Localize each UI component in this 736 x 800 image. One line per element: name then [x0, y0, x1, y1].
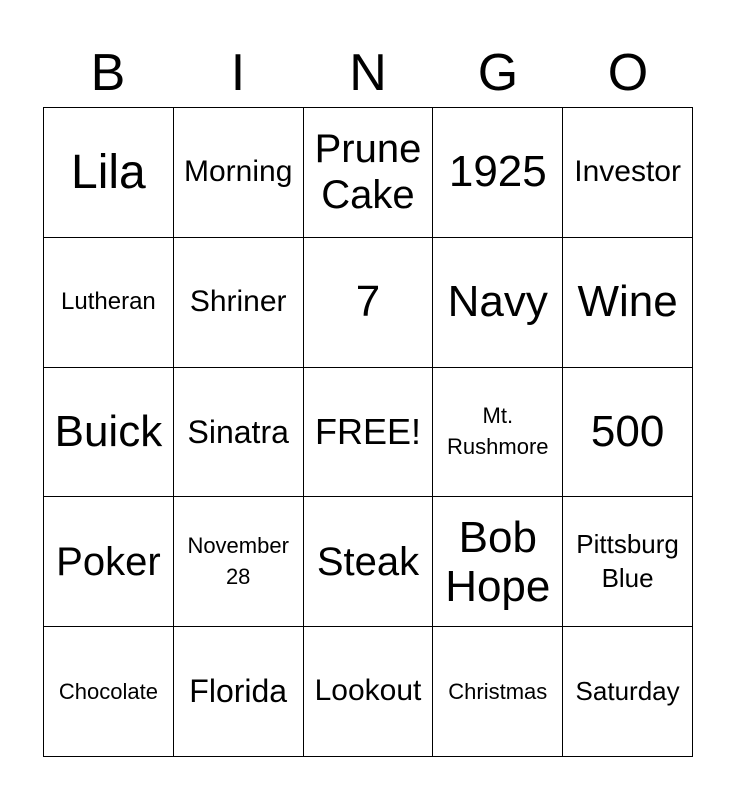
bingo-cell[interactable]: [563, 108, 693, 238]
bingo-cell[interactable]: [44, 627, 174, 757]
bingo-cell[interactable]: [44, 238, 174, 368]
bingo-cell[interactable]: [304, 497, 434, 627]
bingo-cell[interactable]: [563, 368, 693, 498]
bingo-cell[interactable]: [44, 368, 174, 498]
bingo-cell[interactable]: [433, 108, 563, 238]
bingo-cell[interactable]: [304, 108, 434, 238]
bingo-cell[interactable]: [44, 497, 174, 627]
header-letter-i: I: [230, 44, 246, 102]
cell-text: Florida: [189, 673, 288, 710]
cell-text: Lookout: [314, 674, 422, 708]
cell-text: Shriner: [189, 284, 287, 318]
bingo-cell[interactable]: [174, 108, 304, 238]
cell-text: Buick: [54, 406, 163, 456]
bingo-cell[interactable]: [174, 238, 304, 368]
cell-text: Investor: [574, 155, 681, 189]
bingo-cell[interactable]: [304, 627, 434, 757]
bingo-cell[interactable]: [433, 627, 563, 757]
header-letter-g: G: [477, 44, 519, 102]
bingo-cell[interactable]: [44, 108, 174, 238]
cell-text: Lila: [71, 145, 146, 199]
cell-text: Navy: [447, 276, 548, 326]
cell-text: Pittsburg Blue: [576, 528, 679, 593]
bingo-cell[interactable]: [563, 497, 693, 627]
bingo-card-grid: [43, 107, 693, 757]
cell-text: 1925: [448, 147, 547, 197]
cell-text: 7: [355, 276, 381, 326]
cell-text: Lutheran: [61, 288, 156, 316]
bingo-cell[interactable]: [433, 238, 563, 368]
cell-text: Wine: [577, 276, 678, 326]
bingo-cell[interactable]: [433, 368, 563, 498]
bingo-cell[interactable]: [563, 627, 693, 757]
cell-text: Bob Hope: [445, 512, 551, 611]
cell-text: Mt. Rushmore: [447, 403, 549, 459]
bingo-cell[interactable]: [433, 497, 563, 627]
bingo-cell[interactable]: [174, 627, 304, 757]
header-letter-n: N: [349, 44, 387, 102]
bingo-cell[interactable]: [563, 238, 693, 368]
cell-text: Sinatra: [187, 413, 289, 450]
header-letter-o: O: [607, 44, 649, 102]
cell-text: Morning: [184, 155, 293, 189]
cell-text: Poker: [56, 539, 161, 584]
bingo-header: [43, 40, 693, 106]
cell-text: Prune Cake: [314, 127, 422, 218]
bingo-cell[interactable]: [174, 497, 304, 627]
cell-text: Christmas: [448, 678, 548, 704]
bingo-cell[interactable]: [174, 368, 304, 498]
cell-text: November 28: [187, 532, 289, 589]
cell-text: Chocolate: [58, 678, 158, 704]
bingo-cell[interactable]: [304, 238, 434, 368]
free-space-cell[interactable]: [304, 368, 434, 498]
cell-text: 500: [590, 406, 665, 456]
header-letter-b: B: [90, 44, 126, 102]
cell-text: Steak: [316, 539, 420, 584]
cell-text: Saturday: [575, 675, 680, 706]
free-space-text: FREE!: [314, 411, 421, 453]
